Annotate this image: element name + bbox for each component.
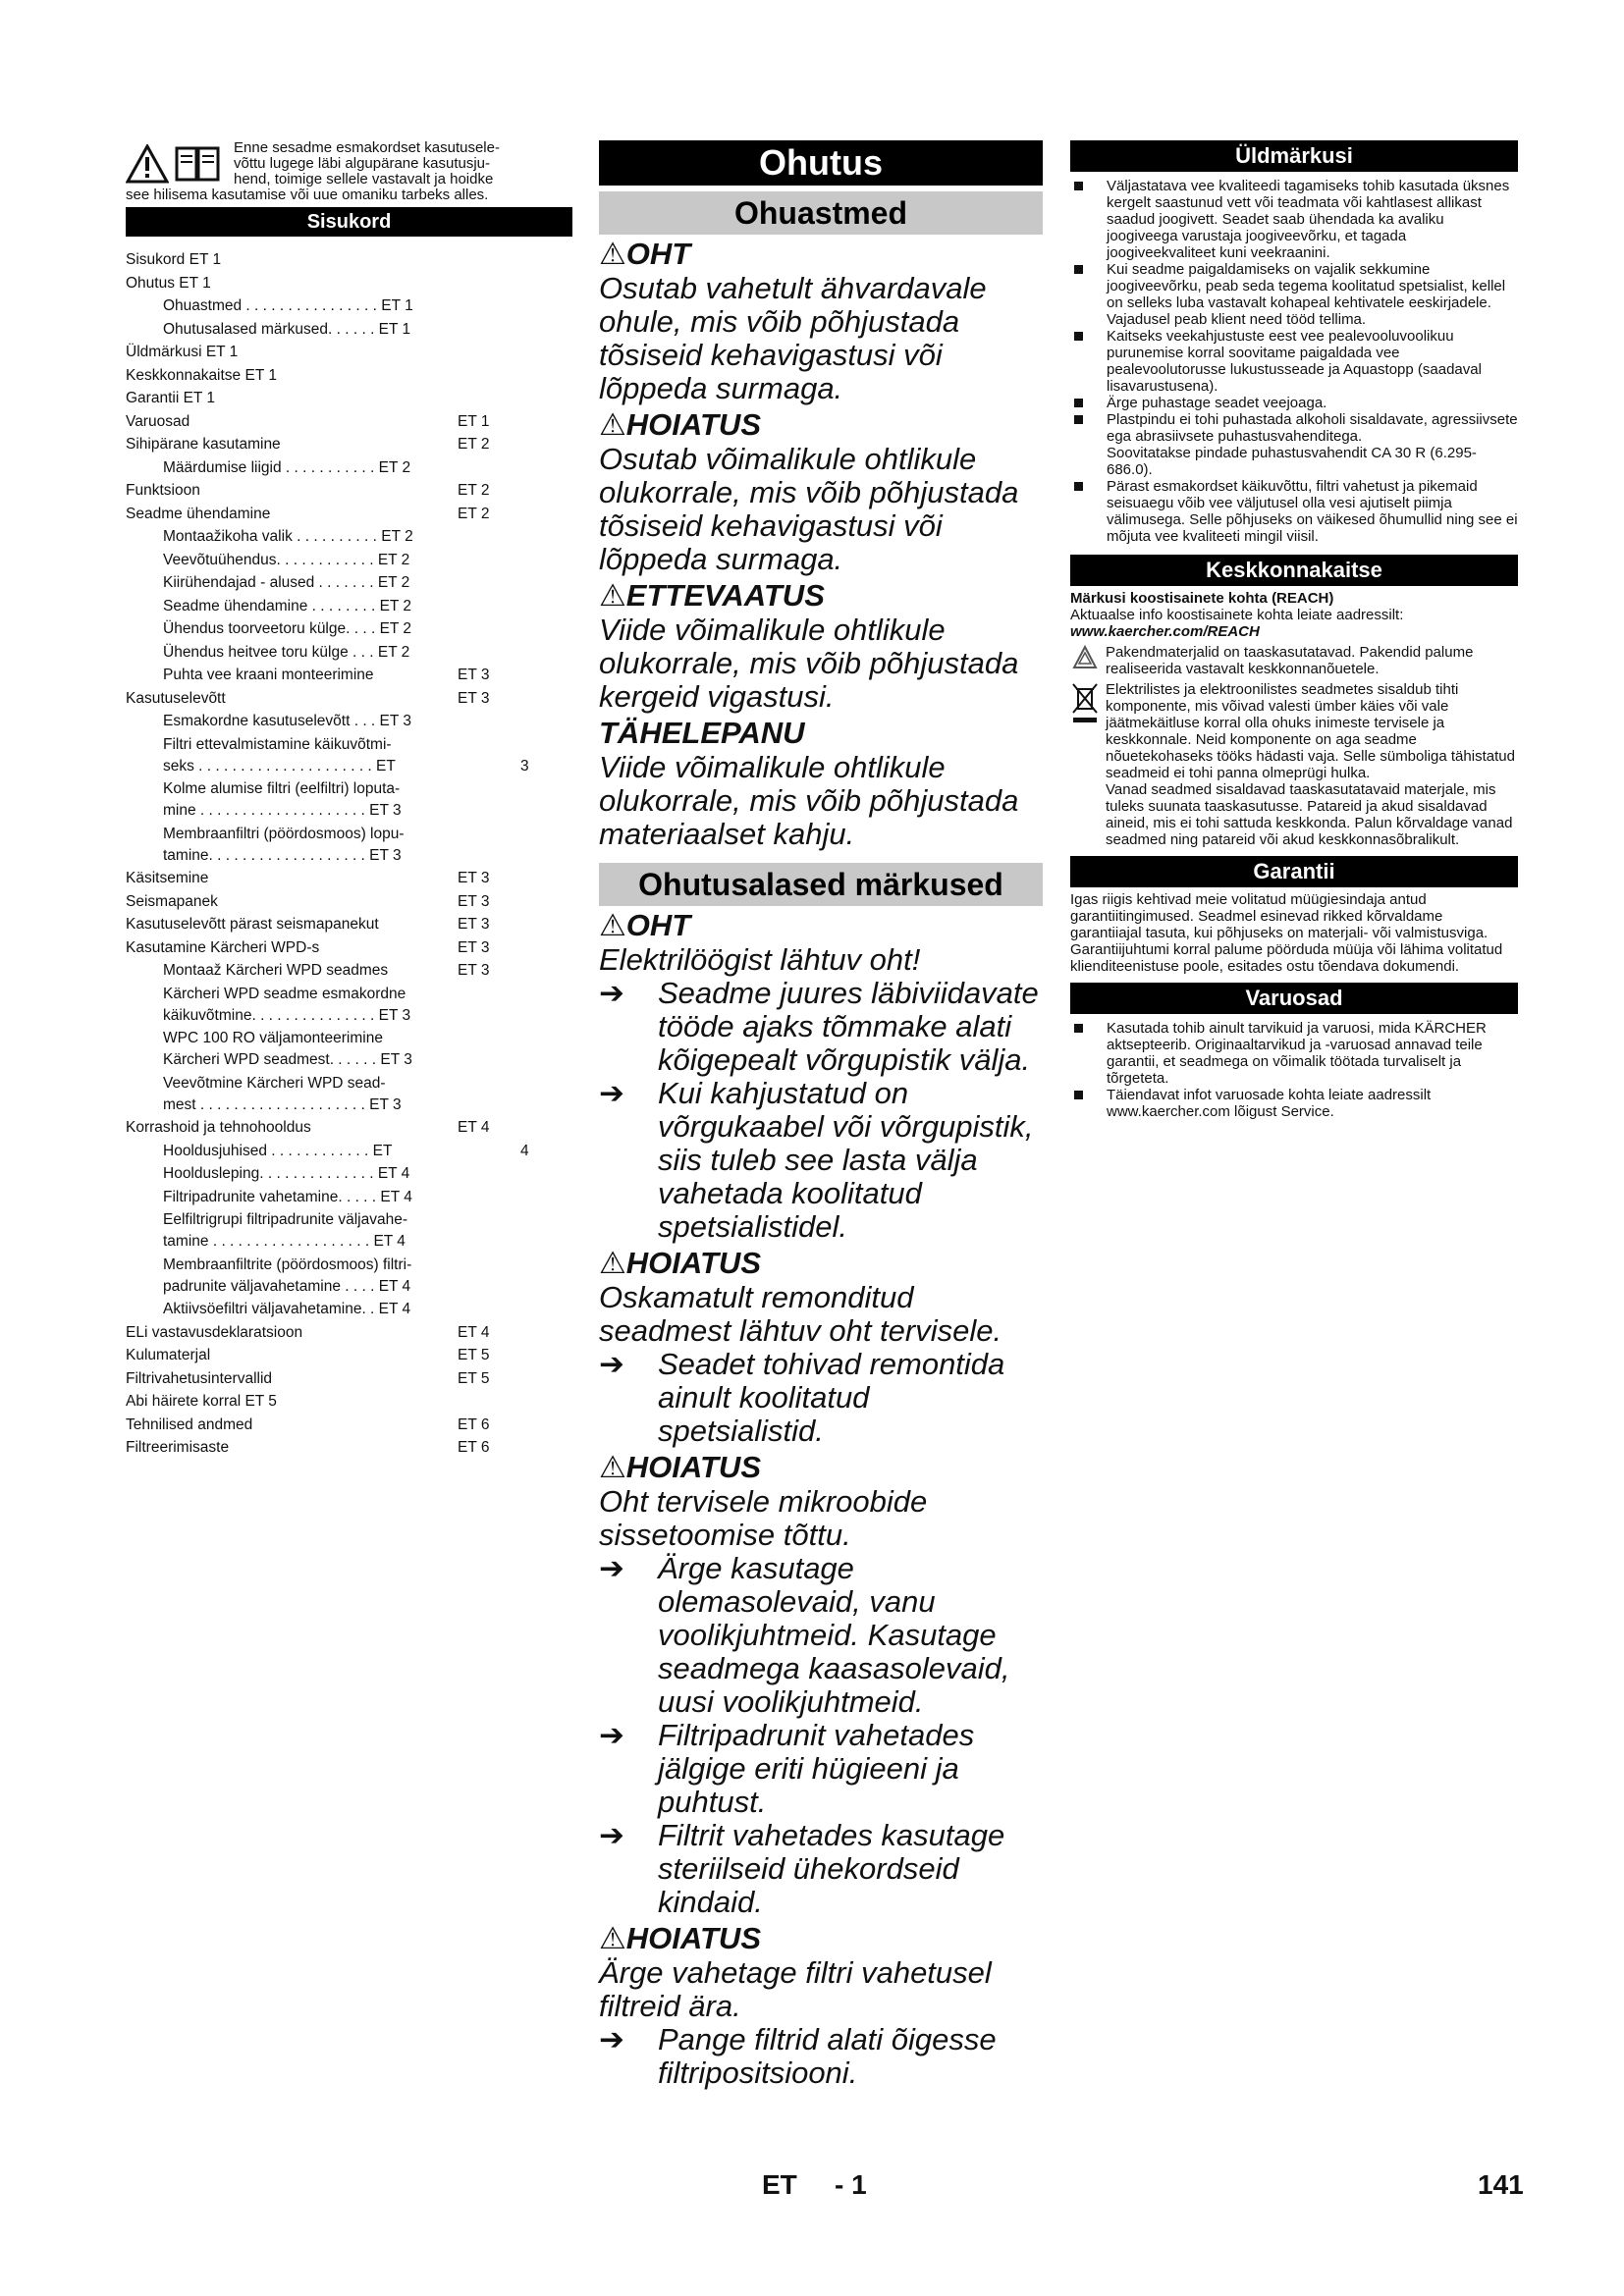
toc-entry-page: ET 3 [458,667,490,683]
toc-row [126,1344,572,1367]
toc-row [126,1367,572,1391]
list-item [1070,1087,1518,1120]
weee-note [1070,681,1518,848]
reach-text: Aktuaalse info koostisainete kohta leiate aadressilt: [1070,607,1404,623]
toc-entry-page: ET 1 [458,412,490,430]
table-of-contents [126,248,572,1460]
list-item [1070,178,1518,261]
toc-entry-text: Ühendus toorveetoru külge. . . . ET 2 [163,620,412,637]
toc-entry-text: Sihipärane kasutamine [126,436,281,453]
list-item-text: Väljastatava vee kvaliteedi tagamiseks tohib kasutada üksnes kergelt saastunud vett või teadmata või kahtlasest allikast saadud joogivett. Seadet saab ühendada ka avaliku joogiveega varustaja joogiveevõrku, et tagada joogiveekvaliteet kuni veekraanini. [1107,178,1510,261]
toc-entry-text: Käsitsemine [126,870,209,886]
toc-row [126,294,572,318]
intro-line: hend, toimige sellele vastavalt ja hoidke [234,171,494,187]
toc-row [126,433,572,456]
toc-entry-page: ET 3 [458,892,490,910]
hazard-level-text: Viide võimalikule ohtlikule olukorrale, mis võib põhjustada kergeid vigastusi. [599,613,1019,714]
warning-triangle-icon: ⚠ [599,908,626,942]
toc-row [126,1254,572,1275]
bullet-icon [1070,1087,1107,1120]
toc-entry-text: Varuosad [126,412,190,430]
instruction-item [599,977,1043,1077]
signal-word-text: OHT [625,237,691,271]
general-notes [1070,178,1518,545]
environment-title: Keskkonnakaitse [1070,555,1518,586]
signal-word [599,716,1043,751]
toc-entry-text: Kärcheri WPD seadmest. . . . . . ET 3 [163,1051,412,1068]
footer-language: ET [762,2169,797,2200]
toc-row [126,1162,572,1186]
toc-entry-text: Abi häirete korral ET 5 [126,1393,277,1410]
toc-entry-page: ET 5 [458,1369,490,1387]
toc-row [126,823,572,844]
toc-row [126,1072,572,1094]
toc-entry-page: ET 3 [458,916,490,933]
footer-section-page: - 1 [835,2169,867,2200]
instruction-text: Seadme juures läbiviidavate tööde ajaks tõmmake alati kõigepealt võrgupistik välja. [658,976,1039,1077]
toc-entry-text: tamine . . . . . . . . . . . . . . . . . . . ET 4 [163,1233,406,1250]
toc-entry-text: Keskkonnakaitse ET 1 [126,366,277,384]
warranty-title: Garantii [1070,856,1518,887]
signal-word [599,407,1043,443]
toc-row [126,272,572,295]
bullet-icon [1070,411,1107,478]
toc-row [126,479,572,503]
safety-note-text: Oht tervisele mikroobide sissetoomise tõttu. [599,1484,928,1552]
toc-row [126,1186,572,1209]
list-item-text: Ärge puhastage seadet veejoaga. [1107,395,1327,411]
toc-row [126,959,572,983]
toc-entry-text: Ühendus heitvee toru külge . . . ET 2 [163,643,410,661]
toc-row [126,248,572,272]
warning-triangle-icon: ⚠ [599,407,626,442]
crossed-bin-icon [1070,681,1106,848]
toc-entry-text: Garantii ET 1 [126,390,216,406]
toc-entry-page: ET 2 [458,505,490,522]
toc-entry-text: Sisukord ET 1 [126,251,222,268]
toc-row [126,755,572,778]
toc-entry-text: käikuvõtmine. . . . . . . . . . . . . . . ET 3 [163,1006,411,1024]
bullet-icon [1070,1020,1107,1087]
weee-text: Elektrilistes ja elektroonilistes seadmetes sisaldub tihti komponente, mis võivad valesti ümber käies või vale jäätmekäitluse korral olla ohuks inimeste tervisele ja keskkonnale. Neid komponente on aga seadme nõuetekohaseks tööks hädasti vaja. Selle sümboliga tähistatud seadmeid ei tohi panna olmeprügi hulka. Vanad seadmed sisaldavad taaskasutatavaid materjale, mis tuleks suunata taaskasutusse. Patareid ja akud sisaldavad aineid, mis ei tohi sattuda keskkonda. Palun kõrvaldage vanad seadmed ning patareid või akud keskkonnasõbralikult. [1106,681,1515,848]
toc-entry-text: tamine. . . . . . . . . . . . . . . . . . . ET 3 [163,846,402,864]
list-item [1070,411,1518,478]
toc-entry-text: Filtripadrunite vahetamine. . . . . ET 4 [163,1188,412,1205]
toc-row [126,1094,572,1117]
toc-row [126,364,572,388]
list-item [1070,261,1518,328]
toc-row [126,1298,572,1321]
list-item-text: Kaitseks veekahjustuste eest vee pealevooluvoolikuu purunemise korral soovitame paigaldada vee pealevoolutorusse lukustusseade ja Aquastopp (saadaval lisavarustusena). [1107,328,1482,395]
instruction-item [599,2023,1043,2090]
toc-entry-text: mine . . . . . . . . . . . . . . . . . . . . ET 3 [163,802,402,819]
toc-row [126,1208,572,1230]
toc-row [126,844,572,868]
toc-entry-page: ET 4 [458,1119,490,1136]
toc-entry-text: Kolme alumise filtri (eelfiltri) loputa- [163,780,401,797]
warning-triangle-icon: ⚠ [599,1246,626,1280]
toc-entry-page: 3 [520,757,529,774]
toc-entry-text: Kulumaterjal [126,1347,211,1363]
arrow-icon: ➔ [599,1718,624,1752]
warning-triangle-icon: ⚠ [599,237,626,271]
warranty-text: Igas riigis kehtivad meie volitatud müügiesindaja antud garantiitingimused. Seadmel esinevad rikked kõrvaldame garantiiajal tasuta, kui põhjuseks on materjali- või valmistusviga. Garantiijuhtumi korral palume pöörduda müüja või lähima volitatud klienditeenistuse poole, esitades ostu tõendava dokumendi. [1070,891,1503,975]
safety-notes-title: Ohutusalased märkused [599,863,1043,906]
toc-entry-text: Ohuastmed . . . . . . . . . . . . . . . . ET 1 [163,297,413,314]
reach-heading: Märkusi koostisainete kohta (REACH) [1070,590,1334,607]
toc-entry-page: ET 2 [458,436,490,453]
toc-entry-text: seks . . . . . . . . . . . . . . . . . . . . . ET [163,757,396,774]
toc-entry-text: Eelfiltrigrupi filtripadrunite väljavahe- [163,1211,407,1228]
toc-entry-text: Kärcheri WPD seadme esmakordne [163,985,406,1002]
toc-entry-text: WPC 100 RO väljamonteerimine [163,1030,383,1046]
toc-row [126,890,572,914]
instruction-text: Ärge kasutage olemasolevaid, vanu voolikjuhtmeid. Kasutage seadmega kaasasolevaid, uusi voolikjuhtmeid. [658,1551,1010,1719]
toc-row [126,1004,572,1028]
spare-parts-title: Varuosad [1070,983,1518,1014]
middle-column [599,140,1043,2090]
hazard-levels [599,237,1043,851]
signal-word [599,578,1043,614]
toc-entry-text: Seadme ühendamine [126,505,271,522]
toc-row [126,341,572,364]
toc-entry-text: Ohutusalased märkused. . . . . . ET 1 [163,320,411,338]
spare-parts-notes [1070,1020,1518,1120]
arrow-icon: ➔ [599,1347,624,1381]
hazard-level-text: Osutab võimalikule ohtlikule olukorrale, mis võib põhjustada tõsiseid kehavigastusi või lõppeda surmaga. [599,442,1019,576]
toc-entry-page: ET 4 [458,1323,490,1341]
toc-entry-text: Veevõtmine Kärcheri WPD sead- [163,1074,386,1092]
instruction-item [599,1077,1043,1244]
list-item-text: Kui seadme paigaldamiseks on vajalik sekkumine joogiveevõrku, peab seda tegema koolitatud spetsialist, kellel on selleks luba vastavalt kohapeal kehtivatele eeskirjadele. Vajadusel peab klient need tööd tellima. [1107,261,1506,328]
intro-icons [126,140,234,187]
toc-row [126,410,572,434]
instruction-item [599,1348,1043,1448]
toc-entry-page: 4 [520,1142,529,1159]
toc-row [126,687,572,711]
recycle-note [1070,644,1518,677]
list-item-text: Plastpindu ei tohi puhastada alkoholi sisaldavate, agressiivsete ega abrasiivsete puhastusvahenditega. Soovitatakse pindade puhastusvahendit CA 30 R (6.295-686.0). [1107,411,1518,478]
recycle-text: Pakendmaterjalid on taaskasutatavad. Pakendid palume realiseerida vastavalt keskkonnanõuetele. [1106,644,1474,677]
toc-row [126,525,572,549]
toc-row [126,664,572,687]
list-item-text: Pärast esmakordset käikuvõttu, filtri vahetust ja pikemaid seisuaegu võib vee väljutusel olla vesi ajutiselt piimja välimusega. Selle põhjuseks on väikesed õhumullid ning see ei mõjuta vee kvaliteeti mingil viisil. [1107,478,1518,545]
toc-row [126,1230,572,1254]
toc-entry-page: ET 3 [458,938,490,956]
toc-title: Sisukord [126,207,572,237]
toc-row [126,710,572,733]
intro-text [234,140,572,187]
toc-entry-text: Ohutus ET 1 [126,274,211,292]
arrow-icon: ➔ [599,1551,624,1585]
intro-continuation: see hilisema kasutamise või uue omaniku tarbeks alles. [126,187,489,203]
toc-row [126,1048,572,1072]
toc-entry-text: Funktsioon [126,482,200,499]
safety-note-text: Oskamatult remonditud seadmest lähtuv oht tervisele. [599,1280,1002,1348]
hazard-level-text: Osutab vahetult ähvardavale ohule, mis võib põhjustada tõsiseid kehavigastusi või lõppeda surmaga. [599,271,987,405]
toc-row [126,1140,572,1163]
toc-row [126,867,572,890]
toc-entry-text: Hooldusjuhised . . . . . . . . . . . . ET [163,1142,393,1159]
list-item-text: Kasutada tohib ainult tarvikuid ja varuosi, mida KÄRCHER aktsepteerib. Originaaltarvikud ja -varuosad annavad teile garantii, et seadmega on võimalik töötada turvaliselt ja tõrgeteta. [1107,1020,1487,1087]
warning-triangle-icon [126,144,169,184]
toc-entry-text: Tehnilised andmed [126,1415,253,1433]
toc-entry-text: Kasutuselevõtt pärast seismapanekut [126,916,379,933]
intro-line: Enne sesadme esmakordset kasutusele- [234,139,500,156]
safety-notes [599,908,1043,2090]
bullet-icon [1070,261,1107,328]
toc-row [126,503,572,526]
left-column [126,140,572,1460]
warning-triangle-icon: ⚠ [599,1450,626,1484]
safety-note-text: Elektrilöögist lähtuv oht! [599,942,921,977]
signal-word [599,1921,1043,1956]
toc-entry-text: Aktiivsöefiltri väljavahetamine. . ET 4 [163,1301,411,1317]
toc-entry-text: Membraanfiltri (pöördosmoos) lopu- [163,825,405,842]
bullet-icon [1070,478,1107,545]
intro-line: võttu lugege läbi algupärane kasutusju- [234,155,491,172]
instruction-text: Kui kahjustatud on võrgukaabel või võrgupistik, siis tuleb see lasta välja vahetada koolitatud spetsialistidel. [658,1076,1034,1244]
bullet-icon [1070,395,1107,411]
toc-row [126,1414,572,1437]
toc-entry-page: ET 3 [458,962,490,979]
toc-entry-text: Üldmärkusi ET 1 [126,344,239,360]
signal-word-text: ETTEVAATUS [625,578,825,613]
toc-entry-text: Filtri ettevalmistamine käikuvõtmi- [163,735,392,753]
arrow-icon: ➔ [599,2022,624,2056]
signal-word [599,237,1043,272]
signal-word [599,1246,1043,1281]
safety-title: Ohutus [599,140,1043,186]
toc-row [126,777,572,799]
toc-entry-text: mest . . . . . . . . . . . . . . . . . . . . ET 3 [163,1095,402,1113]
footer-page-number: 141 [1478,2169,1524,2200]
signal-word-text: OHT [625,908,691,942]
signal-word-text: HOIATUS [625,1246,761,1280]
toc-row [126,1275,572,1299]
toc-row [126,641,572,665]
toc-entry-text: Määrdumise liigid . . . . . . . . . . . ET 2 [163,458,411,476]
toc-row [126,617,572,641]
toc-entry-text: Korrashoid ja tehnohooldus [126,1119,311,1136]
instruction-item [599,1552,1043,1719]
toc-row [126,387,572,410]
toc-entry-text: Montaažikoha valik . . . . . . . . . . ET 2 [163,528,413,545]
hazard-level-text: Viide võimalikule ohtlikule olukorrale, mis võib põhjustada materiaalset kahju. [599,750,1019,851]
hazard-levels-title: Ohuastmed [599,191,1043,235]
bullet-icon [1070,178,1107,261]
warning-triangle-icon: ⚠ [599,1921,626,1955]
toc-entry-text: ELi vastavusdeklaratsioon [126,1323,303,1341]
instruction-item [599,1719,1043,1819]
recycle-icon [1070,644,1106,677]
toc-row [126,1390,572,1414]
toc-entry-page: ET 3 [458,870,490,886]
list-item-text: Täiendavat infot varuosade kohta leiate aadressilt www.kaercher.com lõigust Service. [1107,1087,1432,1120]
manual-book-icon [175,144,220,184]
toc-entry-text: Seadme ühendamine . . . . . . . . ET 2 [163,597,412,614]
list-item [1070,328,1518,395]
general-title: Üldmärkusi [1070,140,1518,172]
toc-entry-page: ET 6 [458,1439,490,1456]
signal-word-text: HOIATUS [625,1450,761,1484]
list-item [1070,395,1518,411]
instruction-text: Filtripadrunit vahetades jälgige eriti hügieeni ja puhtust. [658,1718,975,1819]
toc-entry-text: Seismapanek [126,892,218,910]
toc-entry-text: Esmakordne kasutuselevõtt . . . ET 3 [163,713,412,729]
toc-entry-text: Hooldusleping. . . . . . . . . . . . . . ET 4 [163,1165,410,1182]
bullet-icon [1070,328,1107,395]
arrow-icon: ➔ [599,1818,624,1852]
toc-entry-text: Puhta vee kraani monteerimine [163,667,374,683]
toc-entry-text: Veevõtuühendus. . . . . . . . . . . . ET 2 [163,551,410,568]
toc-entry-text: Filtrivahetusintervallid [126,1369,273,1387]
reach-url[interactable]: www.kaercher.com/REACH [1070,623,1260,640]
warning-triangle-icon: ⚠ [599,578,626,613]
toc-entry-page: ET 5 [458,1347,490,1363]
toc-row [126,1027,572,1048]
toc-row [126,799,572,823]
arrow-icon: ➔ [599,976,624,1010]
signal-word-text: HOIATUS [625,407,761,442]
right-column [1070,140,1518,1120]
instruction-text: Filtrit vahetades kasutage steriilseid ühekordseid kindaid. [658,1818,1005,1919]
signal-word [599,908,1043,943]
toc-row [126,1116,572,1140]
toc-row [126,983,572,1004]
toc-entry-text: Kiirühendajad - alused . . . . . . . ET 2 [163,574,410,591]
toc-row [126,456,572,480]
instruction-text: Seadet tohivad remontida ainult koolitatud spetsialistid. [658,1347,1005,1448]
toc-entry-page: ET 2 [458,482,490,499]
list-item [1070,1020,1518,1087]
arrow-icon: ➔ [599,1076,624,1110]
toc-entry-page: ET 3 [458,689,490,707]
toc-entry-text: padrunite väljavahetamine . . . . ET 4 [163,1277,411,1295]
toc-row [126,936,572,960]
toc-row [126,595,572,618]
toc-entry-text: Kasutuselevõtt [126,689,226,707]
toc-entry-page: ET 6 [458,1415,490,1433]
list-item [1070,478,1518,545]
toc-row [126,549,572,572]
toc-row [126,913,572,936]
toc-row [126,318,572,342]
toc-entry-text: Montaaž Kärcheri WPD seadmes [163,962,389,979]
toc-row [126,571,572,595]
instruction-text: Pange filtrid alati õigesse filtripositsiooni. [658,2022,997,2090]
toc-entry-text: Filtreerimisaste [126,1439,230,1456]
toc-entry-text: Kasutamine Kärcheri WPD-s [126,938,320,956]
safety-note-text: Ärge vahetage filtri vahetusel filtreid ära. [599,1955,992,2023]
toc-row [126,1436,572,1460]
signal-word-text: TÄHELEPANU [599,716,805,750]
signal-word-text: HOIATUS [625,1921,761,1955]
signal-word [599,1450,1043,1485]
toc-entry-text: Membraanfiltrite (pöördosmoos) filtri- [163,1255,412,1273]
intro [126,140,572,187]
toc-row [126,1321,572,1345]
toc-row [126,733,572,755]
instruction-item [599,1819,1043,1919]
